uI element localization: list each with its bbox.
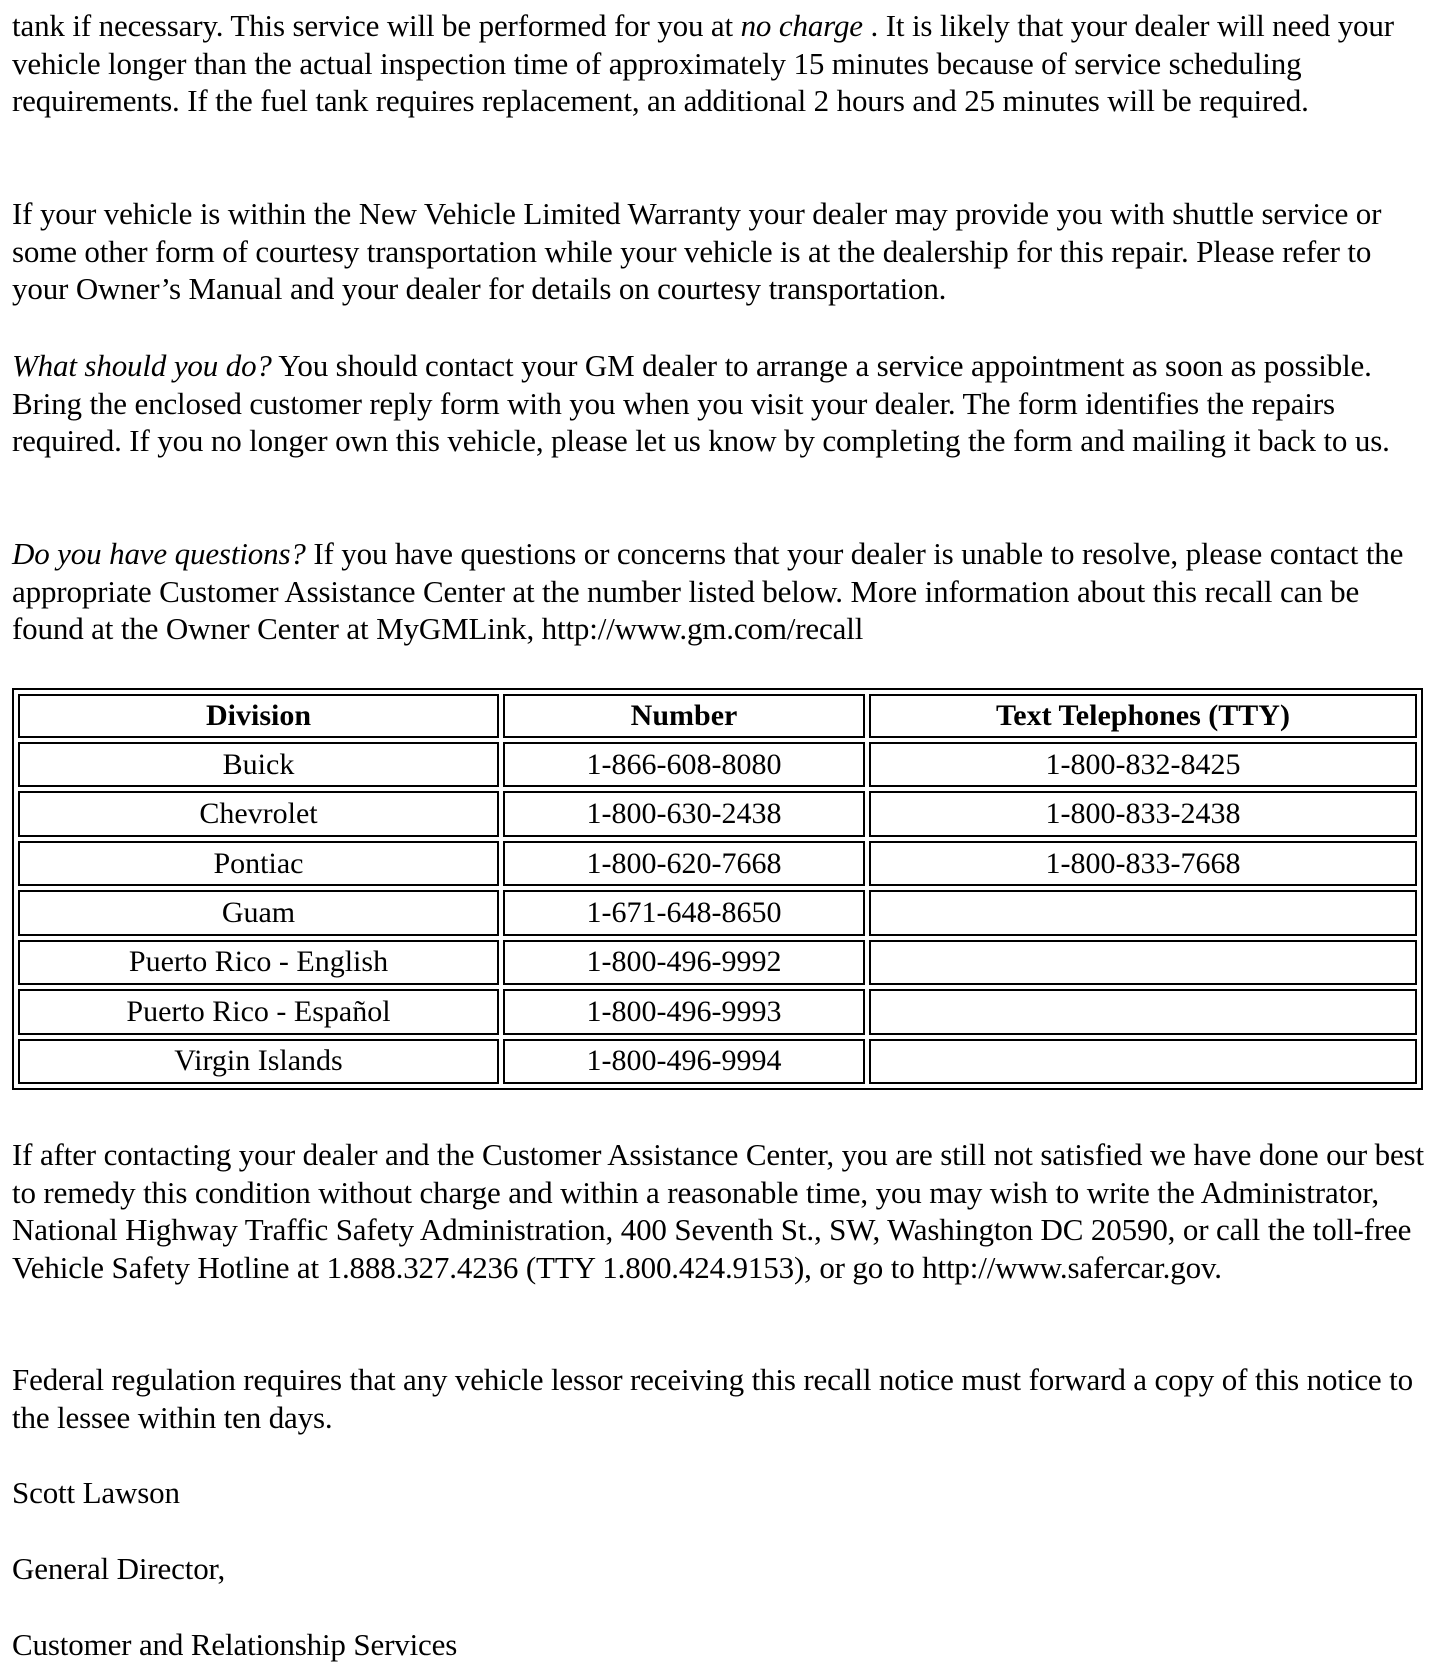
division-cell: Guam [18,890,499,935]
table-row [18,940,1417,985]
division-cell: Buick [18,742,499,787]
division-cell: Puerto Rico - Español [18,989,499,1034]
paragraph-text: You should contact your GM dealer to arrange a service appointment as soon as possible. Bring the enclosed customer reply form with you when you visit your dealer. The form identifies the repairs required. If you no longer own this vehicle, please let us know by completing the form and mailing it back to us. [12,348,1390,458]
number-cell: 1-800-496-9993 [503,989,865,1034]
table-row [18,1039,1417,1084]
paragraph-nhtsa-contact: If after contacting your dealer and the Customer Assistance Center, you are still not satisfied we have done our best to remedy this condition without charge and within a reasonable time, you may wish to write the Administrator, National Highway Traffic Safety Administration, 400 Seventh St., SW, Washington DC 20590, or call the toll-free Vehicle Safety Hotline at 1.888.327.4236 (TTY 1.800.424.9153), or go to http://www.safercar.gov. [12,1137,1424,1285]
tty-cell [869,1039,1417,1084]
heading-do-you-have-questions: Do you have questions? [12,536,306,571]
table-header-row [18,694,1417,738]
number-cell: 1-800-496-9992 [503,940,865,985]
table-row [18,841,1417,886]
tty-cell: 1-800-833-2438 [869,791,1417,836]
header-number: Number [503,694,865,738]
header-tty: Text Telephones (TTY) [869,694,1417,738]
table-row [18,890,1417,935]
division-cell: Virgin Islands [18,1039,499,1084]
table-row [18,989,1417,1034]
paragraph-text: . It is likely that your dealer will need your vehicle longer than the actual inspection time of approximately 15 minutes because of service scheduling requirements. If the fuel tank requires replacement, an additional 2 hours and 25 minutes will be required. [12,8,1394,118]
paragraph-courtesy-transport: If your vehicle is within the New Vehicle Limited Warranty your dealer may provide you with shuttle service or some other form of courtesy transportation while your vehicle is at the dealership for this repair. Please refer to your Owner’s Manual and your dealer for details on courtesy transportation. [12,196,1382,306]
signature-title: General Director, [12,1551,226,1586]
emphasis-no-charge: no charge [740,8,863,43]
division-cell: Puerto Rico - English [18,940,499,985]
table-row [18,742,1417,787]
tty-cell: 1-800-832-8425 [869,742,1417,787]
number-cell: 1-800-496-9994 [503,1039,865,1084]
paragraph-service-info [12,7,1428,120]
division-cell: Pontiac [18,841,499,886]
paragraph-questions [12,535,1428,648]
signature-name: Scott Lawson [12,1475,180,1510]
paragraph-what-to-do [12,347,1428,460]
number-cell: 1-800-620-7668 [503,841,865,886]
table-row [18,791,1417,836]
number-cell: 1-800-630-2438 [503,791,865,836]
paragraph-lessor-requirement: Federal regulation requires that any vehicle lessor receiving this recall notice must forward a copy of this notice to the lessee within ten days. [12,1362,1413,1435]
division-cell: Chevrolet [18,791,499,836]
number-cell: 1-671-648-8650 [503,890,865,935]
number-cell: 1-866-608-8080 [503,742,865,787]
tty-cell [869,890,1417,935]
tty-cell: 1-800-833-7668 [869,841,1417,886]
header-division: Division [18,694,499,738]
customer-assistance-table [12,688,1423,1090]
tty-cell [869,940,1417,985]
tty-cell [869,989,1417,1034]
heading-what-should-you-do: What should you do? [12,348,272,383]
signature-department: Customer and Relationship Services [12,1627,458,1662]
paragraph-text: tank if necessary. This service will be performed for you at [12,8,741,43]
paragraph-text: If you have questions or concerns that your dealer is unable to resolve, please contact the appropriate Customer Assistance Center at the number listed below. More information about this recall can be found at the Owner Center at MyGMLink, http://www.gm.com/recall [12,536,1404,646]
